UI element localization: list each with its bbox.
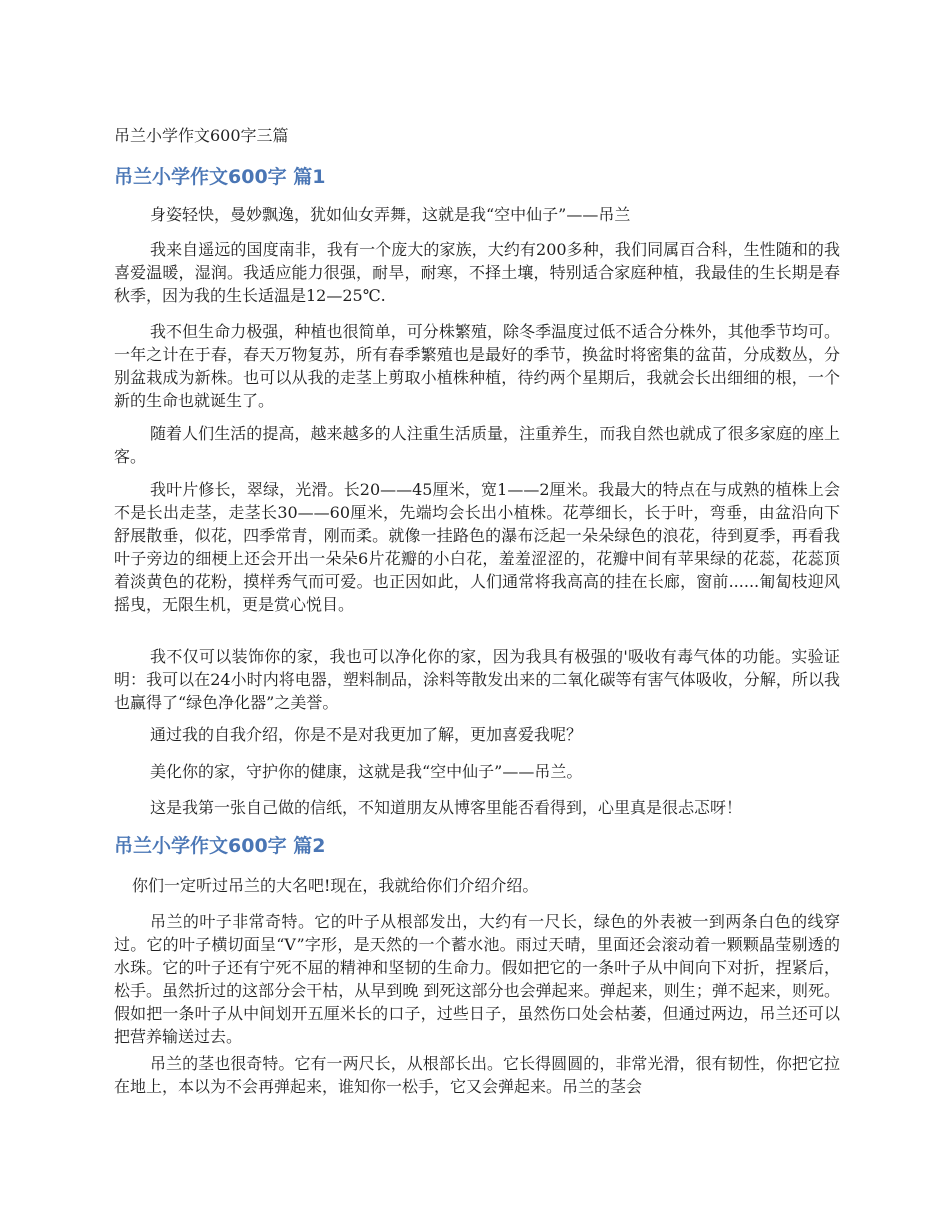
paragraph: 身姿轻快，曼妙飘逸，犹如仙女弄舞，这就是我“空中仙子”——吊兰 xyxy=(150,205,631,224)
paragraph: 通过我的自我介绍，你是不是对我更加了解，更加喜爱我呢？ xyxy=(150,725,583,744)
paragraph: 我叶片修长，翠绿，光滑。长20——45厘米，宽1——2厘米。我最大的特点在与成熟的植株上会不是长出走茎，走茎长30——60厘米，先端均会长出小植株。花葶细长，长于叶，弯垂，由盆沿向下舒展散垂，似花，四季常青，刚而柔。就像一挂路色的瀑布泛起一朵朵绿色的浪花，待到夏季，再看我叶子旁边的细梗上还会开出一朵朵6片花瓣的小白花，羞羞涩涩的，花瓣中间有苹果绿的花蕊，花蕊顶着淡黄色的花粉，摸样秀气而可爱。也正因如此，人们通常将我高高的挂在长廊，窗前......匍匐枝迎风摇曳，无限生机，更是赏心悦目。 xyxy=(114,480,840,614)
paragraph: 我不但生命力极强，种植也很简单，可分株繁殖，除冬季温度过低不适合分株外，其他季节均可。一年之计在于春，春天万物复苏，所有春季繁殖也是最好的季节，换盆时将密集的盆苗，分成数丛，分别盆栽成为新株。也可以从我的走茎上剪取小植株种植，待约两个星期后，我就会长出细细的根，一个新的生命也就诞生了。 xyxy=(114,322,840,410)
paragraph: 我不仅可以装饰你的家，我也可以净化你的家，因为我具有极强的'吸收有毒气体的功能。实验证明：我可以在24小时内将电器，塑料制品，涂料等散发出来的二氧化碳等有害气体吸收，分解，所以我也赢得了“绿色净化器”之美誉。 xyxy=(114,647,840,712)
paragraph: 吊兰的茎也很奇特。它有一两尺长，从根部长出。它长得圆圆的，非常光滑，很有韧性，你把它拉在地上，本以为不会再弹起来，谁知你一松手，它又会弹起来。吊兰的茎会 xyxy=(114,1054,840,1096)
section-heading-1: 吊兰小学作文600字 篇1 xyxy=(114,166,326,188)
section-heading-2: 吊兰小学作文600字 篇2 xyxy=(114,835,326,857)
document-title: 吊兰小学作文600字三篇 xyxy=(114,126,289,145)
paragraph: 美化你的家，守护你的健康，这就是我“空中仙子”——吊兰。 xyxy=(150,762,583,781)
paragraph: 随着人们生活的提高，越来越多的人注重生活质量，注重养生，而我自然也就成了很多家庭的座上客。 xyxy=(114,424,840,466)
paragraph: 你们一定听过吊兰的大名吧!现在，我就给你们介绍介绍。 xyxy=(132,876,539,895)
paragraph: 我来自遥远的国度南非，我有一个庞大的家族，大约有200多种，我们同属百合科，生性随和的我喜爱温暖，湿润。我适应能力很强，耐旱，耐寒，不择土壤，特别适合家庭种植，我最佳的生长期是春秋季，因为我的生长适温是12—25℃. xyxy=(114,240,840,305)
paragraph: 这是我第一张自己做的信纸，不知道朋友从博客里能否看得到，心里真是很忐忑呀！ xyxy=(150,798,743,817)
paragraph: 吊兰的叶子非常奇特。它的叶子从根部发出，大约有一尺长，绿色的外表被一到两条白色的线穿过。它的叶子横切面呈“V”字形，是天然的一个蓄水池。雨过天晴，里面还会滚动着一颗颗晶莹剔透的水珠。它的叶子还有宁死不屈的精神和坚韧的生命力。假如把它的一条叶子从中间向下对折，捏紧后，松手。虽然折过的这部分会干枯，从早到晚 到死这部分也会弹起来。弹起来，则生；弹不起来，则死。假如把一条叶子从中间划开五厘米长的口子，过些日子，虽然伤口处会枯萎，但通过两边，吊兰还可以把营养输送过去。 xyxy=(114,912,840,1046)
